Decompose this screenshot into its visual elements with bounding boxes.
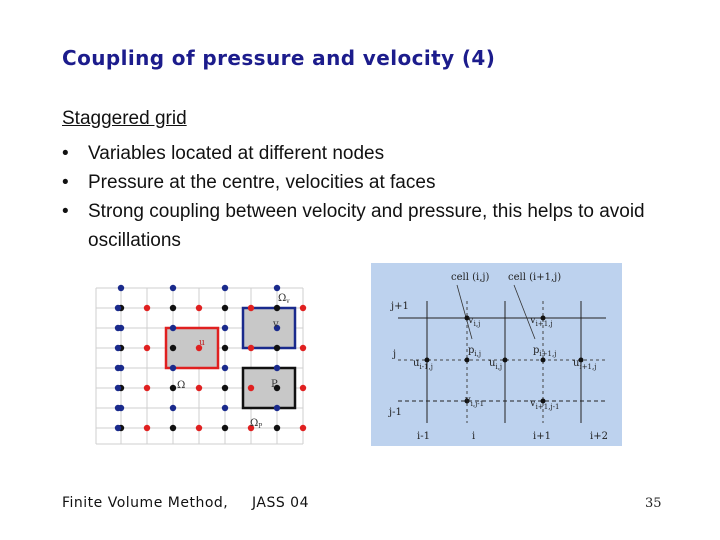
bullet-dot: •: [62, 143, 69, 164]
u-velocity-node: [248, 305, 254, 311]
pressure-node: [222, 425, 228, 431]
v-control-volume: [243, 308, 295, 348]
pressure-node: [170, 305, 176, 311]
v-velocity-node: [274, 285, 280, 291]
slide-title: Coupling of pressure and velocity (4): [62, 46, 496, 70]
row-label: j: [393, 349, 397, 360]
v-velocity-node: [222, 365, 228, 371]
bullet-dot: •: [62, 201, 69, 222]
bullet-list: [62, 139, 672, 255]
bullet-text: Strong coupling between velocity and pressure, this helps to avoid oscillations: [88, 201, 645, 251]
bullet-text: Variables located at different nodes: [88, 143, 385, 164]
label-p-ij: $p_{i,j}$: [468, 345, 482, 358]
u-velocity-node: [196, 425, 202, 431]
bullet-text: Pressure at the centre, velocities at faces: [88, 172, 436, 193]
label-p-i1j: $p_{i+1,j}$: [533, 345, 557, 358]
u-velocity-node: [196, 305, 202, 311]
v-velocity-node: [222, 325, 228, 331]
u-velocity-node: [144, 425, 150, 431]
col-label: i+2: [590, 431, 608, 442]
v-velocity-node: [170, 285, 176, 291]
omega-p-label: $\Omega_P$: [250, 418, 263, 430]
u-velocity-node: [144, 345, 150, 351]
v-label: v: [273, 319, 279, 330]
label-v-i1j: $v_{i+1,j}$: [530, 315, 553, 328]
col-label: i+1: [533, 431, 551, 442]
v-velocity-node: [170, 365, 176, 371]
v-velocity-node: [115, 425, 121, 431]
pressure-node: [170, 345, 176, 351]
v-velocity-node: [170, 405, 176, 411]
pressure-node: [222, 345, 228, 351]
u-velocity-node: [144, 305, 150, 311]
label-u-i1j: $u_{i+1,j}$: [573, 358, 597, 371]
p-label: P: [271, 379, 278, 390]
u-velocity-node: [300, 385, 306, 391]
u-velocity-node: [248, 345, 254, 351]
node-u-im1j: [425, 358, 430, 363]
u-velocity-node: [300, 305, 306, 311]
u-label: u: [199, 338, 205, 348]
v-velocity-node: [115, 365, 121, 371]
v-velocity-node: [115, 345, 121, 351]
label-v-ijm1: $v_{i,j-1}$: [465, 395, 485, 408]
col-label: i: [472, 431, 476, 442]
label-v-ij: $v_{i,j}$: [468, 315, 481, 328]
omega-label: Ω: [177, 380, 186, 391]
omega-v-label: $\Omega_v$: [278, 293, 290, 305]
bullet-item: [62, 197, 672, 255]
pressure-node: [274, 305, 280, 311]
bullet-item: [62, 139, 672, 168]
label-u-ij: $u_{i,j}$: [489, 358, 503, 371]
v-velocity-node: [222, 405, 228, 411]
v-velocity-node: [115, 405, 121, 411]
subheading: Staggered grid: [62, 108, 187, 129]
pressure-node: [274, 425, 280, 431]
node-p-i1j: [541, 358, 546, 363]
node-p-ij: [465, 358, 470, 363]
v-velocity-node: [115, 325, 121, 331]
v-velocity-node: [274, 365, 280, 371]
v-velocity-node: [115, 385, 121, 391]
footer-course: Finite Volume Method,: [62, 495, 229, 511]
label-u-im1j: $u_{i-1,j}$: [413, 358, 433, 371]
pressure-node: [222, 385, 228, 391]
v-velocity-node: [115, 305, 121, 311]
col-label: i-1: [417, 431, 430, 442]
node-u-ij: [503, 358, 508, 363]
u-velocity-node: [300, 425, 306, 431]
page-number: 35: [645, 496, 662, 511]
bullet-dot: •: [62, 172, 69, 193]
u-velocity-node: [248, 385, 254, 391]
footer-event: JASS 04: [252, 495, 309, 511]
pressure-node: [170, 385, 176, 391]
pressure-node: [222, 305, 228, 311]
label-v-i1jm1: $v_{i+1,j-1}$: [530, 398, 560, 411]
v-velocity-node: [170, 325, 176, 331]
u-velocity-node: [196, 385, 202, 391]
bullet-item: [62, 168, 672, 197]
row-label: j-1: [389, 407, 402, 418]
pressure-node: [170, 425, 176, 431]
pressure-node: [274, 345, 280, 351]
figure-background: [371, 263, 622, 446]
row-label: j+1: [391, 301, 409, 312]
cell-ij-label: cell (i,j): [451, 272, 490, 283]
u-velocity-node: [144, 385, 150, 391]
v-velocity-node: [118, 285, 124, 291]
cell-i1j-label: cell (i+1,j): [508, 272, 562, 283]
u-velocity-node: [300, 345, 306, 351]
v-velocity-node: [274, 405, 280, 411]
staggered-grid-figure: [92, 282, 312, 447]
indexed-grid-figure: [371, 263, 622, 446]
v-velocity-node: [222, 285, 228, 291]
